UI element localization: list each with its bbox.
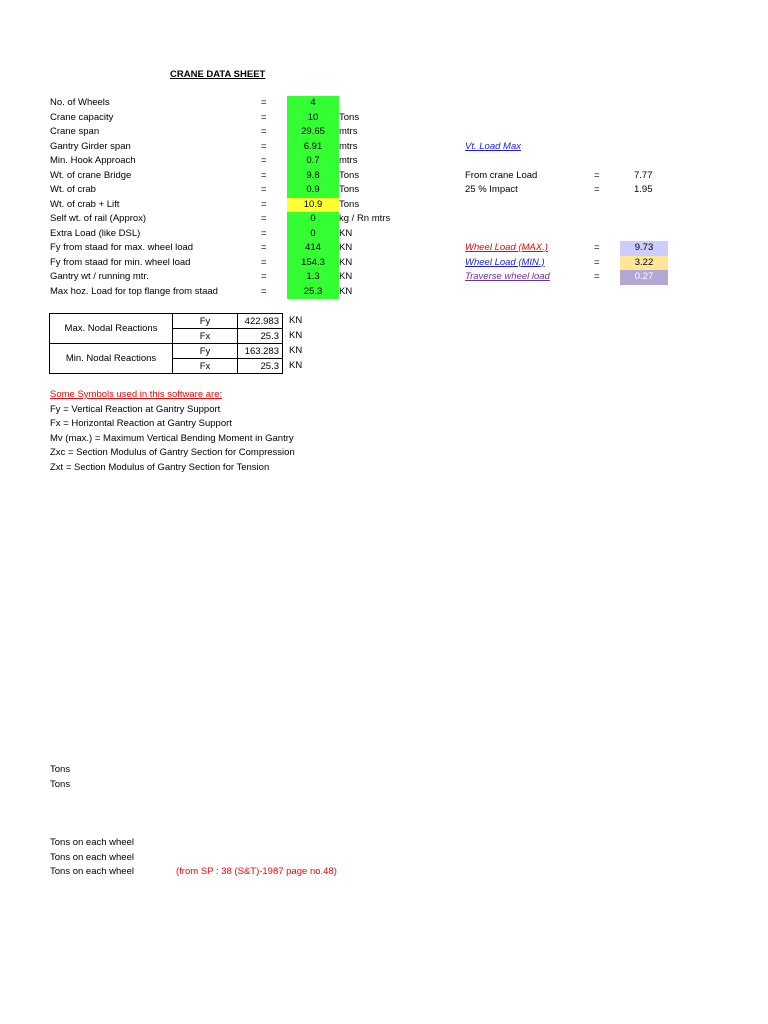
value-cell-wt-of-crab-plus-lift: 10.9 bbox=[287, 198, 339, 213]
symbol-item: Zxt = Section Modulus of Gantry Section for Tension bbox=[50, 461, 270, 473]
unit-label: KN bbox=[339, 242, 353, 253]
nodal-reactions-table bbox=[49, 313, 283, 374]
row-label-gantry-girder-span: Gantry Girder span bbox=[50, 140, 131, 152]
value-cell-crane-span[interactable]: 29.65 bbox=[287, 125, 339, 140]
row-label-no-of-wheels: No. of Wheels bbox=[50, 97, 110, 108]
unit-label: Tons bbox=[339, 198, 360, 210]
row-label-fy-max-wheel-load: Fy from staad for max. wheel load bbox=[50, 242, 194, 253]
max-nodal-reactions-label: Max. Nodal Reactions bbox=[50, 314, 173, 344]
unit-label: kg / Rn mtrs bbox=[339, 213, 391, 224]
unit-label: KN bbox=[339, 271, 353, 282]
row-label-gantry-wt-per-mtr: Gantry wt / running mtr. bbox=[50, 271, 149, 282]
equals-sign: = bbox=[594, 184, 600, 195]
value-cell-crane-capacity[interactable]: 10 bbox=[287, 111, 339, 126]
unit-label: KN bbox=[339, 256, 353, 268]
fx-label: Fx bbox=[173, 329, 238, 344]
value-cell-wt-of-crab[interactable]: 0.9 bbox=[287, 183, 339, 198]
fy-label: Fy bbox=[173, 344, 238, 359]
equals-sign: = bbox=[261, 169, 267, 181]
tons-note: Tons bbox=[50, 778, 71, 790]
kn-unit: KN bbox=[289, 360, 303, 371]
unit-label: mtrs bbox=[339, 155, 358, 166]
tons-each-wheel-note: Tons on each wheel bbox=[50, 866, 134, 877]
equals-sign: = bbox=[261, 198, 267, 210]
row-label-wt-of-crane-bridge: Wt. of crane Bridge bbox=[50, 169, 132, 181]
equals-sign: = bbox=[261, 126, 267, 137]
impact-value: 1.95 bbox=[634, 184, 653, 195]
value-cell-fy-min-wheel-load[interactable]: 154.3 bbox=[287, 256, 339, 271]
value-cell-no-of-wheels[interactable]: 4 bbox=[287, 96, 339, 111]
max-fx-value[interactable]: 25.3 bbox=[238, 329, 283, 344]
min-fx-value[interactable]: 25.3 bbox=[238, 359, 283, 374]
symbol-item: Fx = Horizontal Reaction at Gantry Support bbox=[50, 418, 232, 429]
row-label-self-wt-of-rail: Self wt. of rail (Approx) bbox=[50, 213, 147, 224]
unit-label: Tons bbox=[339, 169, 360, 181]
wheel-load-max-link[interactable]: Wheel Load (MAX.) bbox=[465, 242, 548, 253]
equals-sign: = bbox=[261, 140, 267, 152]
unit-label: Tons bbox=[339, 111, 360, 123]
unit-label: KN bbox=[339, 285, 353, 297]
sheet-title: CRANE DATA SHEET bbox=[170, 69, 266, 80]
sp38-reference: (from SP : 38 (S&T)-1987 page no.48) bbox=[176, 866, 337, 877]
table-row bbox=[50, 314, 283, 329]
traverse-wheel-load-value: 0.27 bbox=[620, 270, 668, 285]
unit-label: Tons bbox=[339, 184, 360, 195]
symbol-item: Mv (max.) = Maximum Vertical Bending Moment in Gantry bbox=[50, 432, 294, 444]
value-cell-fy-max-wheel-load[interactable]: 414 bbox=[287, 241, 339, 256]
equals-sign: = bbox=[261, 242, 267, 253]
wheel-load-min-value: 3.22 bbox=[620, 256, 668, 271]
min-nodal-reactions-label: Min. Nodal Reactions bbox=[50, 344, 173, 374]
row-label-crane-span: Crane span bbox=[50, 126, 100, 137]
from-crane-load-value: 7.77 bbox=[634, 169, 653, 181]
fy-label: Fy bbox=[173, 314, 238, 329]
value-cell-wt-of-crane-bridge[interactable]: 9.8 bbox=[287, 169, 339, 184]
symbol-item: Zxc = Section Modulus of Gantry Section for Compression bbox=[50, 447, 295, 458]
unit-label: mtrs bbox=[339, 126, 358, 137]
unit-label: mtrs bbox=[339, 140, 358, 152]
equals-sign: = bbox=[261, 111, 267, 123]
equals-sign: = bbox=[261, 155, 267, 166]
min-fy-value[interactable]: 163.283 bbox=[238, 344, 283, 359]
fx-label: Fx bbox=[173, 359, 238, 374]
equals-sign: = bbox=[261, 184, 267, 195]
equals-sign: = bbox=[594, 169, 600, 181]
unit-label: KN bbox=[339, 227, 353, 239]
symbol-item: Fy = Vertical Reaction at Gantry Support bbox=[50, 403, 221, 415]
vt-load-max-link[interactable]: Vt. Load Max bbox=[465, 140, 521, 152]
equals-sign: = bbox=[261, 227, 267, 239]
value-cell-self-wt-of-rail[interactable]: 0 bbox=[287, 212, 339, 227]
kn-unit: KN bbox=[289, 315, 303, 326]
equals-sign: = bbox=[594, 271, 600, 282]
max-fy-value[interactable]: 422.983 bbox=[238, 314, 283, 329]
row-label-wt-of-crab-plus-lift: Wt. of crab + Lift bbox=[50, 198, 120, 210]
equals-sign: = bbox=[261, 97, 267, 108]
row-label-fy-min-wheel-load: Fy from staad for min. wheel load bbox=[50, 256, 191, 268]
equals-sign: = bbox=[261, 256, 267, 268]
equals-sign: = bbox=[261, 285, 267, 297]
equals-sign: = bbox=[594, 242, 600, 253]
traverse-wheel-load-link[interactable]: Traverse wheel load bbox=[465, 271, 550, 282]
row-label-crane-capacity: Crane capacity bbox=[50, 111, 114, 123]
row-label-extra-load: Extra Load (like DSL) bbox=[50, 227, 141, 239]
from-crane-load-label: From crane Load bbox=[465, 169, 538, 181]
equals-sign: = bbox=[594, 256, 600, 268]
symbols-heading: Some Symbols used in this software are: bbox=[50, 389, 223, 400]
value-cell-gantry-girder-span[interactable]: 6.91 bbox=[287, 140, 339, 155]
wheel-load-min-link[interactable]: Wheel Load (MIN.) bbox=[465, 256, 545, 268]
value-cell-max-hoz-load[interactable]: 25.3 bbox=[287, 285, 339, 300]
row-label-wt-of-crab: Wt. of crab bbox=[50, 184, 96, 195]
equals-sign: = bbox=[261, 213, 267, 224]
value-cell-min-hook-approach[interactable]: 0.7 bbox=[287, 154, 339, 169]
table-row bbox=[50, 344, 283, 359]
kn-unit: KN bbox=[289, 345, 303, 356]
impact-label: 25 % Impact bbox=[465, 184, 518, 195]
tons-each-wheel-note: Tons on each wheel bbox=[50, 851, 134, 863]
row-label-min-hook-approach: Min. Hook Approach bbox=[50, 155, 136, 166]
row-label-max-hoz-load: Max hoz. Load for top flange from staad bbox=[50, 285, 218, 297]
value-cell-gantry-wt-per-mtr[interactable]: 1.3 bbox=[287, 270, 339, 285]
tons-each-wheel-note: Tons on each wheel bbox=[50, 837, 134, 848]
wheel-load-max-value: 9.73 bbox=[620, 241, 668, 256]
equals-sign: = bbox=[261, 271, 267, 282]
value-cell-extra-load[interactable]: 0 bbox=[287, 227, 339, 242]
tons-note: Tons bbox=[50, 764, 71, 775]
kn-unit: KN bbox=[289, 330, 303, 341]
